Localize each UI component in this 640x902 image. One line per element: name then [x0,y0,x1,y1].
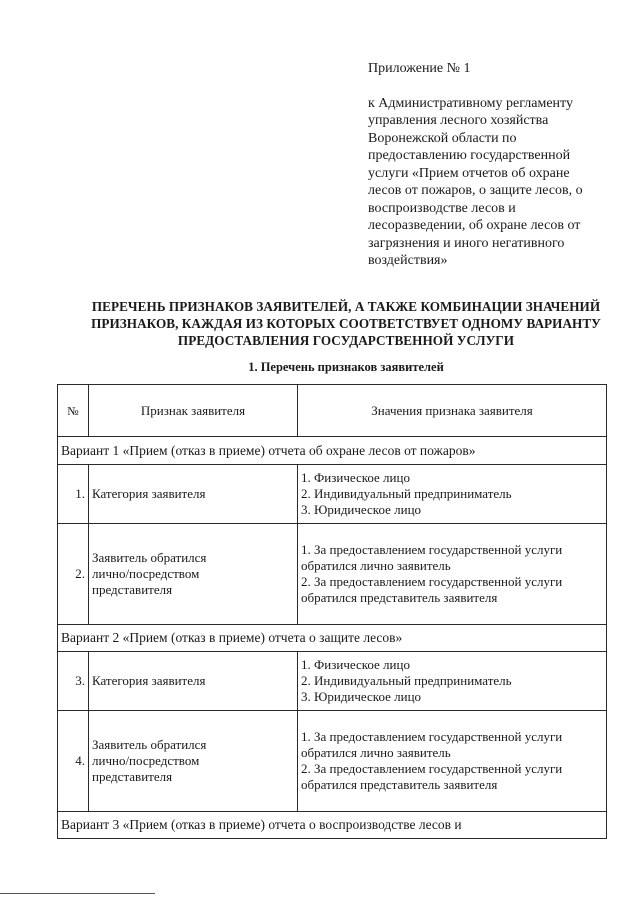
appendix-line: лесов от пожаров, о защите лесов, о [368,183,583,198]
appendix-line: предоставлению государственной [368,148,571,163]
variant-row [58,812,607,839]
variant-3-title: Вариант 3 «Прием (отказ в приеме) отчета о воспроизводстве лесов и [58,812,607,839]
appendix-line: управления лесного хозяйства [368,113,549,128]
footnote-divider [0,893,155,894]
value-line: 3. Юридическое лицо [301,689,422,704]
row-number: 2. [58,524,89,625]
value-line: обратился представитель заявителя [301,777,498,792]
value-line: обратился лично заявитель [301,745,451,760]
header-values: Значения признака заявителя [298,385,607,437]
row-number: 1. [58,465,89,524]
value-line: 2. Индивидуальный предприниматель [301,486,512,501]
appendix-line: воздействия» [368,253,448,268]
variant-row [58,437,607,465]
value-line: 2. За предоставлением государственной услуги [301,761,563,776]
row-values [298,711,607,812]
table-header-row [58,385,607,437]
header-sign: Признак заявителя [89,385,298,437]
sign-line: лично/посредством [92,753,200,768]
row-number: 4. [58,711,89,812]
value-line: 3. Юридическое лицо [301,502,422,517]
appendix-text [368,95,618,270]
row-values [298,465,607,524]
row-sign [89,652,298,711]
sign-line: Заявитель обратился [92,737,207,752]
table-row [58,652,607,711]
sign-line: представителя [92,769,173,784]
table-row [58,711,607,812]
appendix-block [368,60,618,270]
appendix-line: загрязнения и иного негативного [368,235,565,251]
appendix-line: Воронежской области по [368,130,517,146]
row-values [298,652,607,711]
row-number: 3. [58,652,89,711]
row-values [298,524,607,625]
value-line: 2. За предоставлением государственной услуги [301,574,563,589]
variant-2-title: Вариант 2 «Прием (отказ в приеме) отчета о защите лесов» [58,625,607,652]
appendix-line: к Административному регламенту [368,95,573,111]
applicant-signs-table [57,384,607,839]
sign-line: лично/посредством [92,566,200,581]
sign-line: Категория заявителя [92,486,206,501]
value-line: 1. Физическое лицо [301,470,410,485]
appendix-line: лесоразведении, об охране лесов от [368,218,581,233]
value-line: обратился представитель заявителя [301,590,498,605]
value-line: 1. Физическое лицо [301,657,410,672]
appendix-number: Приложение № 1 [368,61,471,76]
value-line: 2. Индивидуальный предприниматель [301,673,512,688]
sign-line: представителя [92,582,173,597]
variant-row [58,625,607,652]
header-num: № [58,385,89,437]
document-title [60,298,632,349]
value-line: 1. За предоставлением государственной услуги [301,542,563,557]
sign-line: Категория заявителя [92,673,206,688]
table-row [58,524,607,625]
section-title: 1. Перечень признаков заявителей [248,360,444,374]
title-line: ПЕРЕЧЕНЬ ПРИЗНАКОВ ЗАЯВИТЕЛЕЙ, А ТАКЖЕ КОМБИНАЦИИ ЗНАЧЕНИЙ [91,299,601,314]
appendix-line: воспроизводстве лесов и [368,200,516,216]
title-line: ПРЕДОСТАВЛЕНИЯ ГОСУДАРСТВЕННОЙ УСЛУГИ [177,333,515,348]
appendix-line: услуги «Прием отчетов об охране [368,165,570,181]
value-line: обратился лично заявитель [301,558,451,573]
value-line: 1. За предоставлением государственной услуги [301,729,563,744]
row-sign [89,711,298,812]
row-sign [89,465,298,524]
table-row [58,465,607,524]
row-sign [89,524,298,625]
sign-line: Заявитель обратился [92,550,207,565]
variant-1-title: Вариант 1 «Прием (отказ в приеме) отчета об охране лесов от пожаров» [58,437,607,465]
title-line: ПРИЗНАКОВ, КАЖДАЯ ИЗ КОТОРЫХ СООТВЕТСТВУЕТ ОДНОМУ ВАРИАНТУ [91,316,601,331]
